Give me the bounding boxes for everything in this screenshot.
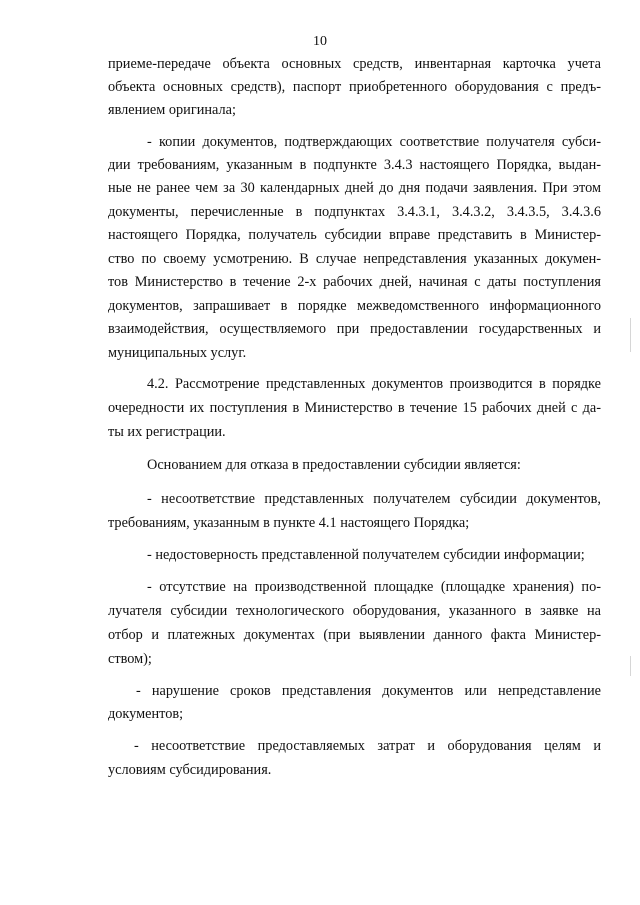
text-line: объекта основных средств), паспорт приобретенного оборудования с предъ-	[108, 79, 601, 95]
text-line: ные не ранее чем за 30 календарных дней до дня подачи заявления. При этом	[108, 180, 601, 196]
text-line: 4.2. Рассмотрение представленных документов производится в порядке	[147, 376, 601, 392]
text-line: явлением оригинала;	[108, 102, 236, 118]
list-item-line: - нарушение сроков представления документов или непредставление	[136, 683, 601, 699]
list-item-line: - несоответствие представленных получателем субсидии документов,	[147, 491, 601, 507]
text-line: тов Министерство в течение 2-х рабочих дней, начиная с даты поступления	[108, 274, 601, 290]
text-line: - копии документов, подтверждающих соответствие получателя субси-	[147, 134, 601, 150]
text-line: ство по своему усмотрению. В случае непредставления указанных докумен-	[108, 251, 601, 267]
text-line: муниципальных услуг.	[108, 345, 247, 361]
list-item-line: - недостоверность представленной получателем субсидии информации;	[147, 547, 585, 563]
list-item-line: документов;	[108, 706, 184, 722]
scan-edge-mark	[630, 656, 631, 676]
list-item-line: лучателя субсидии технологического оборудования, указанного в заявке на	[108, 603, 601, 619]
text-line: дии требованиям, указанным в подпункте 3.4.3 настоящего Порядка, выдан-	[108, 157, 601, 173]
list-item-line: - несоответствие предоставляемых затрат и оборудования целям и	[134, 738, 601, 754]
list-item-line: - отсутствие на производственной площадке (площадке хранения) по-	[147, 579, 601, 595]
text-line: взаимодействия, осуществляемого при предоставлении государственных и	[108, 321, 601, 337]
list-item-line: условиям субсидирования.	[108, 762, 272, 778]
text-line: очередности их поступления в Министерство в течение 15 рабочих дней с да-	[108, 400, 601, 416]
list-item-line: требованиям, указанным в пункте 4.1 настоящего Порядка;	[108, 515, 470, 531]
list-item-line: отбор и платежных документах (при выявлении данного факта Министер-	[108, 627, 601, 643]
page-number: 10	[313, 34, 327, 49]
text-line: документов, запрашивает в порядке межведомственного информационного	[108, 298, 601, 314]
text-line: приеме-передаче объекта основных средств, инвентарная карточка учета	[108, 56, 601, 72]
text-line: Основанием для отказа в предоставлении субсидии является:	[147, 457, 521, 473]
text-line: документы, перечисленные в подпунктах 3.4.3.1, 3.4.3.2, 3.4.3.5, 3.4.3.6	[108, 204, 601, 220]
scan-edge-mark	[630, 318, 631, 352]
text-line: ты их регистрации.	[108, 424, 226, 440]
list-item-line: ством);	[108, 651, 152, 667]
text-line: настоящего Порядка, получатель субсидии вправе представить в Министер-	[108, 227, 601, 243]
